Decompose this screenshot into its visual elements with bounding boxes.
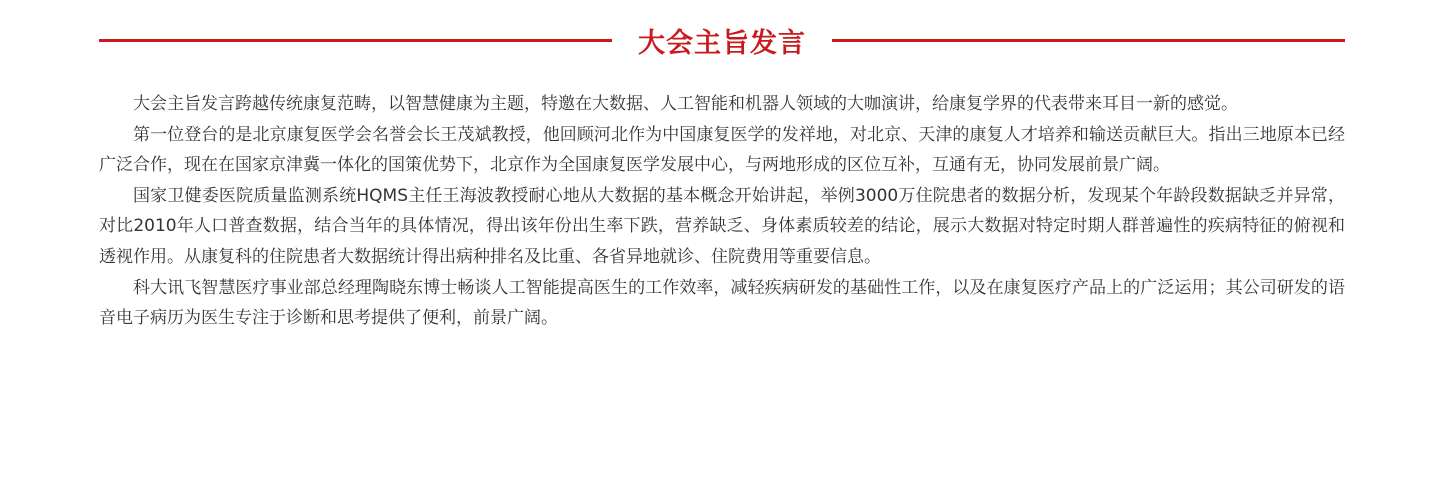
paragraph-tao-xiaodong: 科大讯飞智慧医疗事业部总经理陶晓东博士畅谈人工智能提高医生的工作效率，减轻疾病研发的基础性工作，以及在康复医疗产品上的广泛运用；其公司研发的语音电子病历为医生专注于诊断和思考提供了便利，前景广阔。 <box>99 277 1345 329</box>
section-title: 大会主旨发言 <box>638 27 806 59</box>
paragraph-wang-maobin: 第一位登台的是北京康复医学会名誉会长王茂斌教授，他回顾河北作为中国康复医学的发祥地，对北京、天津的康复人才培养和输送贡献巨大。指出三地原本已经广泛合作，现在在国家京津冀一体化的国策优势下，北京作为全国康复医学发展中心，与两地形成的区位互补，互通有无，协同发展前景广阔。 <box>99 124 1345 176</box>
header-rule-right <box>832 39 1345 42</box>
paragraph-wang-haibo: 国家卫健委医院质量监测系统HQMS主任王海波教授耐心地从大数据的基本概念开始讲起，举例3000万住院患者的数据分析，发现某个年龄段数据缺乏并异常，对比2010年人口普查数据，结合当年的具体情况，得出该年份出生率下跌，营养缺乏、身体素质较差的结论，展示大数据对特定时期人群普遍性的疾病特征的俯视和透视作用。从康复科的住院患者大数据统计得出病种排名及比重、各省异地就诊、住院费用等重要信息。 <box>99 185 1345 267</box>
header-rule-left <box>99 39 612 42</box>
paragraph-intro: 大会主旨发言跨越传统康复范畴，以智慧健康为主题，特邀在大数据、人工智能和机器人领域的大咖演讲，给康复学界的代表带来耳目一新的感觉。 <box>133 94 1238 114</box>
section-header <box>99 18 1345 62</box>
article-body <box>99 89 1345 334</box>
